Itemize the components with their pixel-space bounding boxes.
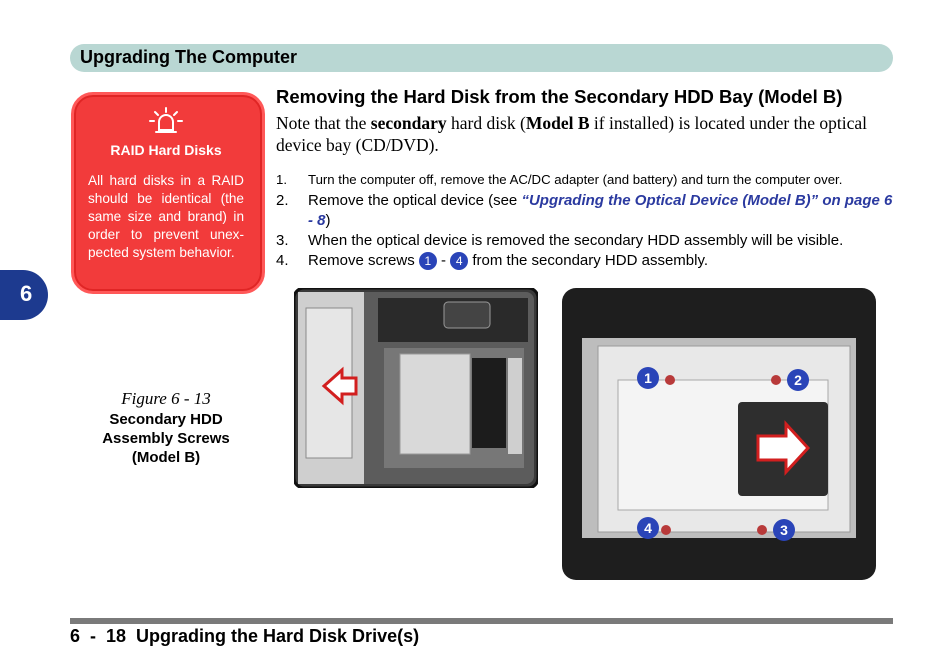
- figure-title: [72, 410, 260, 467]
- step-number: 2.: [276, 192, 289, 209]
- list-item: [276, 231, 896, 251]
- note-text: All hard disks in a RAID should be identical (the same size and brand) in order to prevent unex-pected system behavior.: [88, 173, 244, 260]
- step-number: 3.: [276, 232, 289, 249]
- step-number: 1.: [276, 172, 287, 187]
- list-item: [276, 251, 896, 271]
- step-text-sep: -: [436, 252, 451, 269]
- laptop-underside-photo: [294, 288, 538, 488]
- footer-page-label: 6 - 18 Upgrading the Hard Disk Drive(s): [70, 626, 420, 646]
- intro-paragraph: [276, 112, 896, 156]
- step-number: 4.: [276, 252, 289, 269]
- screw-label: 3: [780, 522, 788, 538]
- step-text-post: ): [325, 212, 331, 229]
- screw-label: 1: [644, 370, 652, 386]
- figure-title-line: Assembly Screws: [102, 430, 230, 447]
- alert-light-icon: [148, 106, 184, 136]
- step-text-pre: Remove the optical device (see: [308, 192, 522, 209]
- intro-bold: Model B: [525, 113, 590, 133]
- intro-text: Note that the: [276, 113, 371, 133]
- chapter-number: 6: [20, 281, 33, 306]
- figure-number: Figure 6 - 13: [121, 389, 211, 408]
- step-text: When the optical device is removed the secondary HDD assembly will be visible.: [308, 232, 844, 249]
- screw-badge: 1: [419, 252, 437, 270]
- intro-text: if installed) is located under the optical device bay (CD/DVD).: [276, 113, 867, 155]
- screw-label: 2: [794, 372, 802, 388]
- screw-badge: 4: [450, 252, 468, 270]
- list-item: [276, 170, 896, 190]
- procedure-heading: Removing the Hard Disk from the Secondary HDD Bay (Model B): [276, 86, 843, 107]
- figure-title-line: Secondary HDD: [109, 411, 223, 428]
- note-title: RAID Hard Disks: [110, 142, 222, 158]
- footer-rule: [70, 618, 893, 624]
- step-text: [308, 191, 896, 231]
- hdd-bay-closeup-photo: [562, 288, 876, 580]
- steps-list: [276, 170, 896, 271]
- cross-reference-link[interactable]: “Upgrading the Optical Device (Model B)” on page 6 - 8: [308, 192, 893, 229]
- intro-bold: secondary: [370, 113, 447, 133]
- step-text: Turn the computer off, remove the AC/DC adapter (and battery) and turn the computer over.: [308, 172, 843, 187]
- step-text: [308, 251, 708, 271]
- intro-text: hard disk (: [446, 113, 526, 133]
- figure-title-line: (Model B): [131, 449, 201, 466]
- list-item: [276, 191, 896, 231]
- step-text-post: from the secondary HDD assembly.: [468, 252, 709, 269]
- section-title: Upgrading The Computer: [80, 47, 297, 67]
- screw-label: 4: [644, 520, 652, 536]
- step-text-pre: Remove screws: [308, 252, 419, 269]
